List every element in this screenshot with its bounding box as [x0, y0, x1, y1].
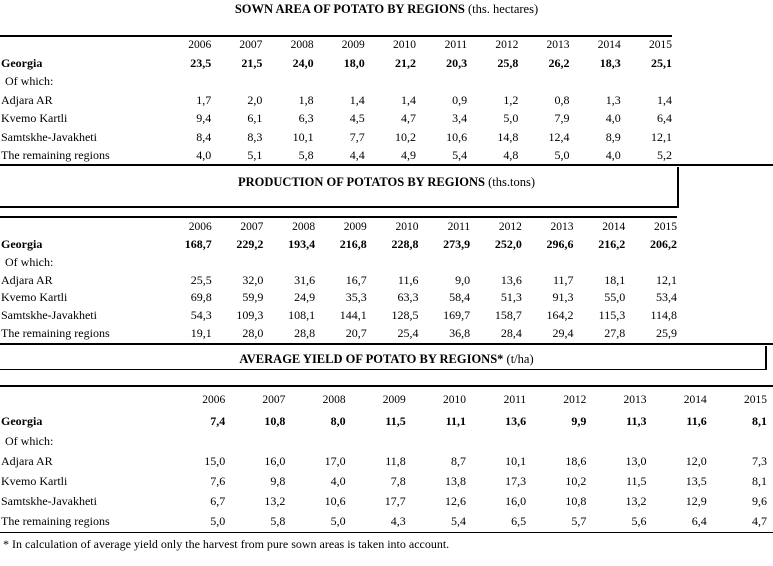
- cell-2010: 13,8: [444, 474, 466, 488]
- sown-area-bottom-rule: [0, 164, 773, 166]
- row-label: The remaining regions: [1, 148, 110, 163]
- cell-2007: 28,0: [242, 325, 264, 340]
- cell-2009: 144,1: [339, 308, 367, 323]
- cell-2014: 6,4: [691, 514, 707, 528]
- row-label: Samtskhe-Javakheti: [1, 494, 97, 508]
- row-label: The remaining regions: [1, 514, 110, 528]
- cell-2006: 9,4: [196, 111, 212, 126]
- cell-2007: 13,2: [264, 494, 286, 508]
- production-table: [0, 218, 677, 343]
- cell-2010: 5,4: [450, 514, 466, 528]
- cell-2015: 8,1: [752, 414, 767, 428]
- production-side-rule: [677, 167, 679, 207]
- cell-2015: 114,8: [650, 308, 677, 323]
- cell-2008: 193,4: [288, 237, 316, 251]
- cell-2009: 16,7: [345, 272, 367, 287]
- cell-2010: 10,2: [394, 129, 416, 144]
- cell-2012: 18,6: [565, 454, 587, 468]
- cell-2007: 16,0: [264, 454, 286, 468]
- year-header-2007: 2007: [239, 39, 263, 51]
- cell-2014: 4,0: [605, 148, 621, 163]
- cell-2015: 206,2: [650, 237, 677, 251]
- cell-2013: 13,2: [625, 494, 647, 508]
- cell-2015: 12,1: [656, 272, 677, 287]
- year-header-2008: 2008: [290, 39, 314, 51]
- cell-2014: 27,8: [604, 325, 626, 340]
- cell-2011: 20,3: [446, 56, 468, 70]
- yield-mid-rule: [0, 369, 767, 370]
- cell-2008: [262, 72, 313, 90]
- cell-2010: [365, 72, 416, 90]
- table-row-georgia: [0, 411, 767, 431]
- row-label: Samtskhe-Javakheti: [1, 308, 97, 323]
- cell-2009: 4,4: [349, 148, 365, 163]
- row-label: Adjara AR: [1, 92, 53, 107]
- cell-2015: 25,1: [651, 56, 672, 70]
- cell-2011: [418, 254, 470, 272]
- cell-2013: [586, 431, 646, 451]
- cell-2012: 4,8: [503, 148, 519, 163]
- year-header-2012: 2012: [563, 394, 587, 406]
- year-header-2007: 2007: [240, 221, 264, 233]
- cell-2012: 13,6: [500, 272, 522, 287]
- cell-2010: 128,5: [391, 308, 419, 323]
- cell-2012: [467, 72, 518, 90]
- cell-2011: 169,7: [443, 308, 471, 323]
- cell-2011: 3,4: [452, 111, 468, 126]
- year-header-2011: 2011: [503, 394, 527, 406]
- table-row-of-which: [0, 254, 677, 272]
- yield-bottom-rule: [0, 532, 773, 533]
- cell-2006: 5,0: [210, 514, 226, 528]
- cell-2010: [367, 254, 419, 272]
- year-header-2014: 2014: [602, 221, 626, 233]
- cell-2014: 115,3: [598, 308, 626, 323]
- cell-2015: 1,4: [657, 92, 672, 107]
- cell-2012: [526, 431, 586, 451]
- sown-area-table: [0, 37, 672, 164]
- year-header-2013: 2013: [623, 394, 647, 406]
- cell-2010: 228,8: [391, 237, 419, 251]
- cell-2013: 29,4: [552, 325, 574, 340]
- row-label: Samtskhe-Javakheti: [1, 129, 97, 144]
- cell-2014: [647, 431, 707, 451]
- cell-2013: 12,4: [548, 129, 570, 144]
- cell-2008: 1,8: [298, 92, 314, 107]
- cell-2007: 229,2: [236, 237, 264, 251]
- table-row-the-remaining-regions: [0, 146, 672, 164]
- cell-2011: 36,8: [449, 325, 471, 340]
- production-bottom-rule: [0, 343, 773, 345]
- cell-2008: 6,3: [298, 111, 314, 126]
- cell-2008: [263, 254, 315, 272]
- year-header-2010: 2010: [392, 39, 416, 51]
- cell-2012: 5,0: [503, 111, 519, 126]
- row-label: Kvemo Kartli: [1, 290, 68, 305]
- year-header-2008: 2008: [322, 394, 346, 406]
- yield-side-rule: [765, 346, 767, 370]
- cell-2006: [160, 72, 211, 90]
- cell-2012: 14,8: [497, 129, 519, 144]
- cell-2013: 7,9: [554, 111, 570, 126]
- cell-2007: 9,8: [270, 474, 286, 488]
- production-title: PRODUCTION OF POTATOS BY REGIONS (ths.tons): [237, 175, 536, 189]
- year-header-2008: 2008: [292, 221, 316, 233]
- cell-2014: [570, 72, 621, 90]
- header-row: [0, 390, 767, 411]
- cell-2011: 6,5: [511, 514, 527, 528]
- cell-2007: 10,8: [264, 414, 286, 428]
- year-header-2009: 2009: [343, 221, 367, 233]
- cell-2012: 51,3: [500, 290, 522, 305]
- year-header-2007: 2007: [262, 394, 286, 406]
- cell-2006: 8,4: [196, 129, 212, 144]
- cell-2009: 20,7: [345, 325, 367, 340]
- year-header-2010: 2010: [442, 394, 466, 406]
- cell-2010: 4,7: [400, 111, 416, 126]
- cell-2015: [625, 254, 677, 272]
- yield-top-rule: [0, 385, 773, 387]
- cell-2009: 216,8: [339, 237, 367, 251]
- cell-2013: [518, 72, 569, 90]
- cell-2014: 18,3: [599, 56, 621, 70]
- cell-2012: 9,9: [571, 414, 587, 428]
- cell-2006: 25,5: [190, 272, 212, 287]
- footnote: * In calculation of average yield only the harvest from pure sown areas is taken into account.: [3, 537, 450, 551]
- cell-2012: 1,2: [503, 92, 519, 107]
- cell-2006: 7,6: [210, 474, 226, 488]
- cell-2013: 26,2: [548, 56, 570, 70]
- table-row-samtskhe-javakheti: [0, 307, 677, 325]
- cell-2009: 7,8: [390, 474, 406, 488]
- cell-2010: 21,2: [394, 56, 416, 70]
- cell-2011: 13,6: [505, 414, 527, 428]
- table-row-the-remaining-regions: [0, 325, 677, 343]
- cell-2013: 11,3: [626, 414, 647, 428]
- cell-2015: 4,7: [752, 514, 767, 528]
- cell-2011: [466, 431, 526, 451]
- year-header-2015: 2015: [649, 39, 672, 51]
- table-row-samtskhe-javakheti: [0, 128, 672, 146]
- cell-2010: 25,4: [397, 325, 419, 340]
- cell-2015: 12,1: [651, 129, 672, 144]
- yield-table: [0, 390, 767, 531]
- cell-2015: 9,6: [752, 494, 767, 508]
- cell-2015: [707, 431, 767, 451]
- cell-2015: 8,1: [752, 474, 767, 488]
- cell-2012: [470, 254, 522, 272]
- year-header-2012: 2012: [498, 221, 522, 233]
- year-header-2011: 2011: [444, 39, 468, 51]
- year-header-2006: 2006: [188, 39, 212, 51]
- year-header-2014: 2014: [597, 39, 621, 51]
- cell-2009: [314, 72, 365, 90]
- cell-2010: 1,4: [400, 92, 416, 107]
- cell-2014: 1,3: [605, 92, 621, 107]
- row-label: Kvemo Kartli: [1, 111, 68, 126]
- cell-2008: 31,6: [294, 272, 316, 287]
- cell-2008: 108,1: [288, 308, 316, 323]
- cell-2006: 4,0: [196, 148, 212, 163]
- table-row-samtskhe-javakheti: [0, 491, 767, 511]
- year-header-2011: 2011: [447, 221, 471, 233]
- cell-2014: 12,0: [685, 454, 707, 468]
- table-row-adjara-ar: [0, 451, 767, 471]
- row-label: Georgia: [1, 56, 43, 70]
- cell-2014: 55,0: [604, 290, 626, 305]
- row-label: The remaining regions: [1, 325, 110, 340]
- cell-2007: 59,9: [242, 290, 264, 305]
- cell-2009: 35,3: [345, 290, 367, 305]
- row-label: Adjara AR: [1, 454, 53, 468]
- cell-2009: 4,3: [390, 514, 406, 528]
- cell-2013: 13,0: [625, 454, 647, 468]
- year-header-2006: 2006: [202, 394, 226, 406]
- cell-2013: [522, 254, 574, 272]
- cell-2006: 19,1: [190, 325, 212, 340]
- cell-2008: 4,0: [330, 474, 346, 488]
- cell-2007: 21,5: [241, 56, 263, 70]
- cell-2012: 28,4: [500, 325, 522, 340]
- row-label: Adjara AR: [1, 272, 53, 287]
- cell-2009: 7,7: [349, 129, 365, 144]
- table-row-kvemo-kartli: [0, 289, 677, 307]
- cell-2010: 4,9: [400, 148, 416, 163]
- cell-2009: [315, 254, 367, 272]
- table-row-of-which: [0, 72, 672, 90]
- cell-2012: 10,2: [565, 474, 587, 488]
- cell-2014: 12,9: [685, 494, 707, 508]
- table-row-the-remaining-regions: [0, 511, 767, 531]
- cell-2008: [285, 431, 345, 451]
- cell-2007: 109,3: [236, 308, 264, 323]
- table-row-adjara-ar: [0, 272, 677, 290]
- cell-2007: 5,8: [270, 514, 286, 528]
- cell-2012: 25,8: [497, 56, 519, 70]
- cell-2011: 273,9: [443, 237, 471, 251]
- year-header-2015: 2015: [744, 394, 767, 406]
- cell-2011: 5,4: [452, 148, 468, 163]
- cell-2013: 91,3: [552, 290, 574, 305]
- year-header-2013: 2013: [550, 221, 574, 233]
- cell-2011: 17,3: [505, 474, 527, 488]
- cell-2009: [346, 431, 406, 451]
- year-header-2010: 2010: [395, 221, 419, 233]
- header-corner: [0, 37, 160, 54]
- cell-2013: 11,7: [552, 272, 574, 287]
- cell-2009: 1,4: [349, 92, 365, 107]
- cell-2014: [574, 254, 626, 272]
- cell-2010: 12,6: [444, 494, 466, 508]
- cell-2006: 69,8: [190, 290, 212, 305]
- cell-2007: 2,0: [247, 92, 263, 107]
- header-corner: [0, 218, 160, 236]
- cell-2007: [225, 431, 285, 451]
- cell-2015: 53,4: [656, 290, 677, 305]
- cell-2015: 6,4: [657, 111, 672, 126]
- cell-2007: 6,1: [247, 111, 263, 126]
- cell-2012: 252,0: [494, 237, 522, 251]
- row-label: Georgia: [1, 414, 43, 428]
- cell-2008: 10,6: [324, 494, 346, 508]
- table-row-kvemo-kartli: [0, 109, 672, 127]
- cell-2014: 4,0: [605, 111, 621, 126]
- cell-2014: 13,5: [685, 474, 707, 488]
- production-mid-rule: [0, 206, 679, 208]
- cell-2010: 63,3: [397, 290, 419, 305]
- cell-2013: 0,8: [554, 92, 570, 107]
- cell-2014: 11,6: [686, 414, 707, 428]
- cell-2006: 168,7: [184, 237, 212, 251]
- cell-2007: 8,3: [247, 129, 263, 144]
- sown-area-title: SOWN AREA OF POTATO BY REGIONS (ths. hectares): [234, 2, 539, 16]
- cell-2007: 32,0: [242, 272, 264, 287]
- header-row: [0, 37, 672, 54]
- cell-2013: 5,0: [554, 148, 570, 163]
- cell-2014: 18,1: [604, 272, 626, 287]
- table-row-adjara-ar: [0, 91, 672, 109]
- cell-2006: 54,3: [190, 308, 212, 323]
- yield-title: AVERAGE YIELD OF POTATO BY REGIONS* (t/ha): [239, 352, 534, 366]
- row-label: Georgia: [1, 237, 43, 251]
- cell-2006: [165, 431, 225, 451]
- table-row-kvemo-kartli: [0, 471, 767, 491]
- row-label: Kvemo Kartli: [1, 474, 68, 488]
- year-header-2009: 2009: [382, 394, 406, 406]
- cell-2007: [212, 254, 264, 272]
- cell-2012: 158,7: [494, 308, 522, 323]
- cell-2009: 18,0: [343, 56, 365, 70]
- cell-2009: 17,7: [384, 494, 406, 508]
- cell-2013: 164,2: [546, 308, 574, 323]
- year-header-2012: 2012: [495, 39, 519, 51]
- cell-2011: 58,4: [449, 290, 471, 305]
- cell-2007: [211, 72, 262, 90]
- cell-2008: 8,0: [330, 414, 346, 428]
- cell-2014: 8,9: [605, 129, 621, 144]
- cell-2007: 5,1: [247, 148, 263, 163]
- cell-2010: 11,1: [445, 414, 466, 428]
- row-label: Of which:: [5, 74, 54, 89]
- cell-2010: 8,7: [450, 454, 466, 468]
- header-row: [0, 218, 677, 236]
- cell-2009: 11,5: [385, 414, 406, 428]
- year-header-2013: 2013: [546, 39, 570, 51]
- cell-2015: 7,3: [752, 454, 767, 468]
- cell-2006: 23,5: [190, 56, 212, 70]
- cell-2010: 11,6: [397, 272, 419, 287]
- cell-2008: 28,8: [294, 325, 316, 340]
- cell-2015: 5,2: [657, 148, 672, 163]
- cell-2015: [621, 72, 672, 90]
- cell-2009: 11,8: [385, 454, 406, 468]
- cell-2006: 6,7: [210, 494, 226, 508]
- cell-2011: [416, 72, 467, 90]
- cell-2013: 5,6: [631, 514, 647, 528]
- cell-2006: 15,0: [204, 454, 226, 468]
- cell-2006: 7,4: [210, 414, 226, 428]
- cell-2012: 10,8: [565, 494, 587, 508]
- cell-2012: 5,7: [571, 514, 587, 528]
- header-corner: [0, 390, 165, 411]
- cell-2011: 0,9: [452, 92, 468, 107]
- year-header-2014: 2014: [683, 394, 707, 406]
- cell-2014: 216,2: [598, 237, 626, 251]
- cell-2006: 1,7: [196, 92, 212, 107]
- cell-2008: 24,9: [294, 290, 316, 305]
- row-label: Of which:: [5, 434, 54, 448]
- cell-2015: 25,9: [656, 325, 677, 340]
- table-row-georgia: [0, 54, 672, 72]
- cell-2008: 5,8: [298, 148, 314, 163]
- cell-2008: 17,0: [324, 454, 346, 468]
- cell-2011: 9,0: [455, 272, 471, 287]
- cell-2008: 10,1: [292, 129, 314, 144]
- year-header-2006: 2006: [188, 221, 212, 233]
- cell-2008: 24,0: [292, 56, 314, 70]
- cell-2011: 16,0: [505, 494, 527, 508]
- table-row-georgia: [0, 236, 677, 254]
- cell-2006: [160, 254, 212, 272]
- cell-2010: [406, 431, 466, 451]
- year-header-2015: 2015: [654, 221, 677, 233]
- cell-2011: 10,1: [505, 454, 527, 468]
- row-label: Of which:: [5, 254, 54, 269]
- cell-2013: 296,6: [546, 237, 574, 251]
- cell-2011: 10,6: [446, 129, 468, 144]
- cell-2009: 4,5: [349, 111, 365, 126]
- cell-2013: 11,5: [625, 474, 647, 488]
- table-row-of-which: [0, 431, 767, 451]
- cell-2008: 5,0: [330, 514, 346, 528]
- year-header-2009: 2009: [341, 39, 365, 51]
